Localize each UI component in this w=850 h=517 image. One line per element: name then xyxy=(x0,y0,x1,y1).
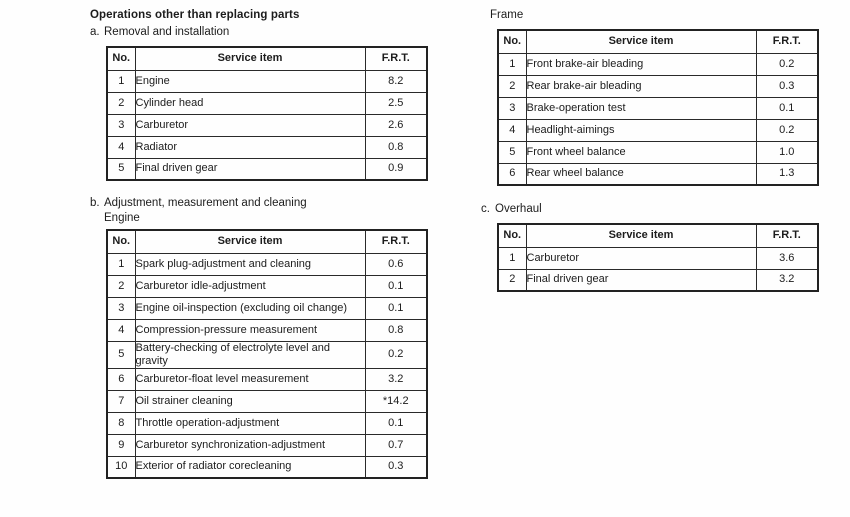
section-prefix: b. xyxy=(90,197,100,209)
service-item-cell: Compression-pressure measurement xyxy=(135,319,365,341)
frt-value-cell: 8.2 xyxy=(365,70,427,92)
removal-table xyxy=(106,46,428,181)
frt-value-cell: 0.2 xyxy=(756,53,818,75)
table-row xyxy=(107,456,427,478)
right-column xyxy=(481,8,826,292)
column-header-frt: F.R.T. xyxy=(756,30,818,53)
service-item-cell: Carburetor synchronization-adjustment xyxy=(135,434,365,456)
frt-value-cell: 2.6 xyxy=(365,114,427,136)
service-item-cell: Headlight-aimings xyxy=(526,119,756,141)
service-item-cell: Final driven gear xyxy=(135,158,365,180)
table-row xyxy=(107,114,427,136)
row-number-cell: 6 xyxy=(107,368,135,390)
service-item-cell: Engine xyxy=(135,70,365,92)
row-number-cell: 3 xyxy=(498,97,526,119)
row-number-cell: 1 xyxy=(107,253,135,275)
section-heading-adjustment xyxy=(90,196,435,211)
adjustment-table xyxy=(106,229,428,479)
page-title: Operations other than replacing parts xyxy=(90,9,300,21)
frt-value-cell: *14.2 xyxy=(365,390,427,412)
service-item-cell: Rear brake-air bleading xyxy=(526,75,756,97)
frt-value-cell: 0.2 xyxy=(756,119,818,141)
frt-value-cell: 2.5 xyxy=(365,92,427,114)
frt-value-cell: 3.2 xyxy=(756,269,818,291)
column-header-service-item: Service item xyxy=(526,30,756,53)
table-row xyxy=(107,253,427,275)
left-column xyxy=(90,8,435,479)
subsection-heading-engine: Engine xyxy=(104,212,140,224)
column-header-service-item: Service item xyxy=(135,230,365,253)
frt-value-cell: 0.1 xyxy=(365,412,427,434)
service-item-cell: Exterior of radiator corecleaning xyxy=(135,456,365,478)
service-item-cell: Radiator xyxy=(135,136,365,158)
table-row xyxy=(107,275,427,297)
table-header-row xyxy=(107,230,427,253)
table-row xyxy=(107,297,427,319)
column-header-service-item: Service item xyxy=(135,47,365,70)
section-heading-frame: Frame xyxy=(490,9,524,21)
table-row xyxy=(498,247,818,269)
table-row xyxy=(498,97,818,119)
table-row xyxy=(107,70,427,92)
frt-value-cell: 0.3 xyxy=(756,75,818,97)
service-item-cell: Spark plug-adjustment and cleaning xyxy=(135,253,365,275)
table-row xyxy=(107,390,427,412)
row-number-cell: 2 xyxy=(498,269,526,291)
row-number-cell: 2 xyxy=(107,275,135,297)
frt-value-cell: 0.6 xyxy=(365,253,427,275)
row-number-cell: 8 xyxy=(107,412,135,434)
row-number-cell: 5 xyxy=(107,341,135,368)
table-row xyxy=(498,163,818,185)
row-number-cell: 1 xyxy=(107,70,135,92)
frt-value-cell: 0.2 xyxy=(365,341,427,368)
table-row xyxy=(107,92,427,114)
service-item-cell: Brake-operation test xyxy=(526,97,756,119)
table-row xyxy=(107,368,427,390)
service-item-cell: Oil strainer cleaning xyxy=(135,390,365,412)
service-item-cell: Cylinder head xyxy=(135,92,365,114)
service-item-cell: Front brake-air bleading xyxy=(526,53,756,75)
column-header-frt: F.R.T. xyxy=(365,230,427,253)
table-header-row xyxy=(498,224,818,247)
table-row xyxy=(107,341,427,368)
frt-value-cell: 0.1 xyxy=(756,97,818,119)
row-number-cell: 2 xyxy=(498,75,526,97)
section-heading-label: Overhaul xyxy=(495,203,542,215)
section-heading-label: Removal and installation xyxy=(104,26,230,38)
frt-value-cell: 0.3 xyxy=(365,456,427,478)
row-number-cell: 9 xyxy=(107,434,135,456)
row-number-cell: 1 xyxy=(498,53,526,75)
section-heading-overhaul xyxy=(481,202,826,217)
service-item-cell: Throttle operation-adjustment xyxy=(135,412,365,434)
table-row xyxy=(498,75,818,97)
row-number-cell: 1 xyxy=(498,247,526,269)
section-heading-removal xyxy=(90,25,435,40)
service-item-cell: Carburetor idle-adjustment xyxy=(135,275,365,297)
row-number-cell: 4 xyxy=(107,319,135,341)
table-header-row xyxy=(498,30,818,53)
section-prefix: c. xyxy=(481,203,490,215)
service-item-cell: Carburetor xyxy=(135,114,365,136)
table-row xyxy=(107,319,427,341)
column-header-frt: F.R.T. xyxy=(365,47,427,70)
frt-value-cell: 1.0 xyxy=(756,141,818,163)
service-item-cell: Final driven gear xyxy=(526,269,756,291)
column-header-no: No. xyxy=(498,30,526,53)
column-header-service-item: Service item xyxy=(526,224,756,247)
column-header-frt: F.R.T. xyxy=(756,224,818,247)
table-row xyxy=(498,141,818,163)
table-row xyxy=(107,412,427,434)
frt-value-cell: 3.6 xyxy=(756,247,818,269)
section-heading-label: Adjustment, measurement and cleaning xyxy=(104,197,307,209)
frt-value-cell: 0.1 xyxy=(365,275,427,297)
row-number-cell: 3 xyxy=(107,297,135,319)
table-row xyxy=(498,119,818,141)
table-row xyxy=(107,158,427,180)
frt-value-cell: 0.8 xyxy=(365,136,427,158)
service-item-cell: Rear wheel balance xyxy=(526,163,756,185)
row-number-cell: 5 xyxy=(107,158,135,180)
service-item-cell: Battery-checking of electrolyte level and gravity xyxy=(135,341,365,368)
row-number-cell: 7 xyxy=(107,390,135,412)
column-header-no: No. xyxy=(107,47,135,70)
row-number-cell: 2 xyxy=(107,92,135,114)
table-row xyxy=(107,136,427,158)
table-row xyxy=(498,269,818,291)
row-number-cell: 3 xyxy=(107,114,135,136)
frt-value-cell: 0.8 xyxy=(365,319,427,341)
service-item-cell: Engine oil-inspection (excluding oil change) xyxy=(135,297,365,319)
column-header-no: No. xyxy=(498,224,526,247)
frt-value-cell: 0.1 xyxy=(365,297,427,319)
frt-value-cell: 0.7 xyxy=(365,434,427,456)
overhaul-table xyxy=(497,223,819,292)
frt-value-cell: 0.9 xyxy=(365,158,427,180)
frt-value-cell: 1.3 xyxy=(756,163,818,185)
table-header-row xyxy=(107,47,427,70)
row-number-cell: 5 xyxy=(498,141,526,163)
frt-value-cell: 3.2 xyxy=(365,368,427,390)
row-number-cell: 4 xyxy=(498,119,526,141)
row-number-cell: 4 xyxy=(107,136,135,158)
table-row xyxy=(107,434,427,456)
table-row xyxy=(498,53,818,75)
row-number-cell: 10 xyxy=(107,456,135,478)
service-item-cell: Carburetor xyxy=(526,247,756,269)
service-item-cell: Carburetor-float level measurement xyxy=(135,368,365,390)
service-item-cell: Front wheel balance xyxy=(526,141,756,163)
section-prefix: a. xyxy=(90,26,100,38)
frame-table xyxy=(497,29,819,186)
column-header-no: No. xyxy=(107,230,135,253)
row-number-cell: 6 xyxy=(498,163,526,185)
